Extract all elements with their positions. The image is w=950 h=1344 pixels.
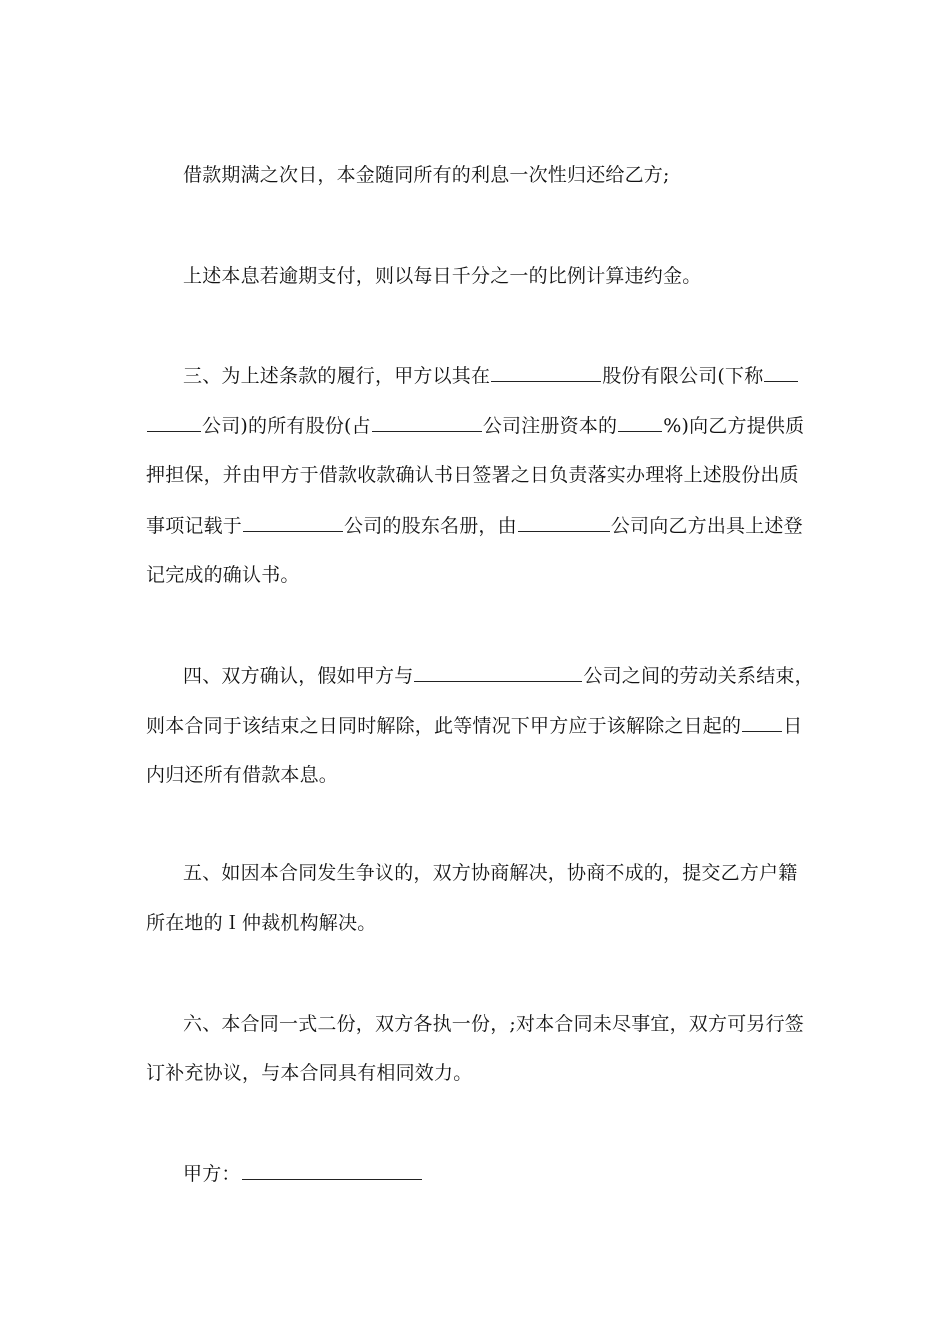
text-segment: 四、双方确认，假如甲方与 [183, 665, 414, 687]
text-segment: 则本合同于该结束之日同时解除，此等情况下甲方应于该解除之日起的 [146, 715, 742, 737]
text-segment: 三、为上述条款的履行，甲方以其在 [183, 365, 491, 387]
text-line: 记完成的确认书。 [146, 564, 300, 586]
paragraph-clause-5-line-2 [146, 911, 816, 935]
blank-days[interactable] [742, 713, 782, 732]
text-line: 所在地的Ｉ仲裁机构解决。 [146, 912, 377, 934]
text-line: 借款期满之次日，本金随同所有的利息一次性归还给乙方; [183, 164, 670, 186]
paragraph-clause-4-line-1 [183, 663, 816, 688]
paragraph-clause-6-line-1 [183, 1012, 816, 1036]
text-segment: 公司向乙方出具上述登 [610, 515, 803, 537]
paragraph-penalty [183, 264, 816, 288]
text-segment: %)向乙方提供质 [663, 415, 805, 437]
text-segment: 公司)的所有股份(占 [202, 415, 371, 437]
text-line: 内归还所有借款本息。 [146, 764, 339, 786]
text-segment: 股份有限公司(下称 [602, 365, 764, 387]
paragraph-clause-4-line-3 [146, 763, 816, 787]
blank-short-name-part-1[interactable] [764, 363, 798, 382]
blank-party-a-signature[interactable] [242, 1161, 422, 1180]
text-segment: 公司之间的劳动关系结束， [583, 665, 814, 687]
paragraph-clause-3-line-4 [146, 513, 816, 538]
blank-percentage[interactable] [618, 413, 662, 432]
text-line: 押担保，并由甲方于借款收款确认书日签署之日负责落实办理将上述股份出质 [146, 464, 799, 486]
paragraph-clause-4-line-2 [146, 713, 816, 738]
paragraph-clause-6-line-2 [146, 1061, 816, 1085]
text-line: 六、本合同一式二份，双方各执一份，;对本合同未尽事宜，双方可另行签 [183, 1013, 805, 1035]
text-segment: 公司的股东名册，由 [344, 515, 517, 537]
paragraph-clause-5-line-1 [183, 861, 816, 885]
paragraph-clause-3-line-1 [183, 363, 816, 388]
blank-issuer-company[interactable] [518, 513, 610, 532]
text-segment: 公司注册资本的 [482, 415, 618, 437]
blank-company-name[interactable] [491, 363, 601, 382]
blank-short-name-part-2[interactable] [147, 413, 201, 432]
text-line: 订补充协议，与本合同具有相同效力。 [146, 1062, 473, 1084]
text-line: 五、如因本合同发生争议的，双方协商解决，协商不成的，提交乙方户籍 [183, 862, 798, 884]
paragraph-repayment [183, 163, 816, 187]
signature-party-a [183, 1161, 816, 1186]
text-segment: 日 [783, 715, 803, 737]
blank-register-company[interactable] [243, 513, 343, 532]
blank-employer-company[interactable] [414, 663, 582, 682]
paragraph-clause-3-line-5 [146, 563, 816, 587]
paragraph-clause-3-line-3 [146, 463, 816, 487]
text-line: 上述本息若逾期支付，则以每日千分之一的比例计算违约金。 [183, 265, 702, 287]
blank-company-share[interactable] [372, 413, 482, 432]
text-segment: 事项记载于 [146, 515, 243, 537]
party-a-label: 甲方： [183, 1163, 241, 1185]
paragraph-clause-3-line-2 [146, 413, 816, 438]
